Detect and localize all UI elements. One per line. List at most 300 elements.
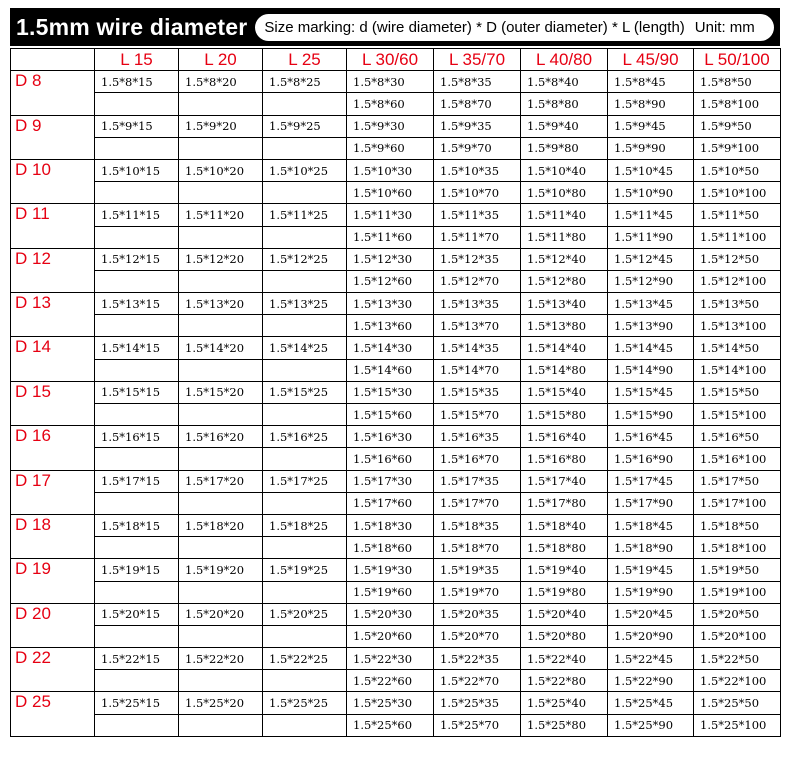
size-cell: 1.5*18*40	[521, 514, 608, 536]
size-cell: 1.5*15*20	[179, 381, 263, 403]
size-cell: 1.5*17*90	[608, 492, 694, 514]
size-cell: 1.5*8*45	[608, 71, 694, 93]
size-cell: 1.5*25*90	[608, 714, 694, 736]
size-cell: 1.5*22*60	[347, 670, 434, 692]
size-cell: 1.5*19*15	[95, 559, 179, 581]
size-cell: 1.5*22*40	[521, 648, 608, 670]
table-body	[11, 71, 781, 737]
table-row	[11, 692, 781, 714]
size-cell: 1.5*17*40	[521, 470, 608, 492]
size-cell: 1.5*17*30	[347, 470, 434, 492]
size-cell: 1.5*22*20	[179, 648, 263, 670]
size-cell: 1.5*22*25	[263, 648, 347, 670]
size-cell: 1.5*20*70	[434, 625, 521, 647]
table-row	[11, 159, 781, 181]
size-cell: 1.5*14*60	[347, 359, 434, 381]
table-row	[11, 625, 781, 647]
table-row	[11, 404, 781, 426]
size-cell: 1.5*17*25	[263, 470, 347, 492]
empty-cell	[263, 537, 347, 559]
empty-cell	[263, 137, 347, 159]
size-cell: 1.5*9*40	[521, 115, 608, 137]
size-cell: 1.5*18*20	[179, 514, 263, 536]
row-label: D 11	[11, 204, 95, 248]
size-table	[10, 48, 781, 737]
empty-cell	[179, 670, 263, 692]
row-label: D 15	[11, 381, 95, 425]
size-cell: 1.5*16*60	[347, 448, 434, 470]
size-cell: 1.5*15*15	[95, 381, 179, 403]
size-cell: 1.5*18*90	[608, 537, 694, 559]
empty-cell	[179, 315, 263, 337]
empty-cell	[179, 182, 263, 204]
empty-cell	[95, 670, 179, 692]
empty-cell	[95, 226, 179, 248]
size-cell: 1.5*9*50	[694, 115, 781, 137]
size-cell: 1.5*13*60	[347, 315, 434, 337]
size-cell: 1.5*18*80	[521, 537, 608, 559]
size-cell: 1.5*16*25	[263, 426, 347, 448]
size-cell: 1.5*22*100	[694, 670, 781, 692]
size-cell: 1.5*9*60	[347, 137, 434, 159]
size-cell: 1.5*20*35	[434, 603, 521, 625]
size-cell: 1.5*22*15	[95, 648, 179, 670]
table-row	[11, 293, 781, 315]
size-cell: 1.5*18*25	[263, 514, 347, 536]
empty-cell	[179, 492, 263, 514]
size-cell: 1.5*16*50	[694, 426, 781, 448]
size-cell: 1.5*8*40	[521, 71, 608, 93]
size-cell: 1.5*9*25	[263, 115, 347, 137]
size-cell: 1.5*13*45	[608, 293, 694, 315]
size-cell: 1.5*11*35	[434, 204, 521, 226]
size-cell: 1.5*19*60	[347, 581, 434, 603]
size-cell: 1.5*14*25	[263, 337, 347, 359]
row-label: D 18	[11, 514, 95, 558]
empty-cell	[263, 670, 347, 692]
table-row	[11, 714, 781, 736]
size-cell: 1.5*8*70	[434, 93, 521, 115]
size-cell: 1.5*15*40	[521, 381, 608, 403]
size-cell: 1.5*17*60	[347, 492, 434, 514]
row-label: D 20	[11, 603, 95, 647]
size-cell: 1.5*17*35	[434, 470, 521, 492]
size-cell: 1.5*16*30	[347, 426, 434, 448]
empty-cell	[263, 182, 347, 204]
size-cell: 1.5*9*30	[347, 115, 434, 137]
size-cell: 1.5*11*30	[347, 204, 434, 226]
size-cell: 1.5*10*40	[521, 159, 608, 181]
size-cell: 1.5*9*100	[694, 137, 781, 159]
size-cell: 1.5*8*80	[521, 93, 608, 115]
size-cell: 1.5*20*50	[694, 603, 781, 625]
size-cell: 1.5*25*15	[95, 692, 179, 714]
table-row	[11, 426, 781, 448]
size-cell: 1.5*13*100	[694, 315, 781, 337]
empty-cell	[179, 537, 263, 559]
size-cell: 1.5*10*50	[694, 159, 781, 181]
size-cell: 1.5*17*50	[694, 470, 781, 492]
row-label: D 16	[11, 426, 95, 470]
size-cell: 1.5*17*20	[179, 470, 263, 492]
row-label: D 10	[11, 159, 95, 203]
column-header: L 30/60	[347, 49, 434, 71]
size-cell: 1.5*13*30	[347, 293, 434, 315]
empty-cell	[95, 625, 179, 647]
size-cell: 1.5*11*70	[434, 226, 521, 248]
size-cell: 1.5*25*25	[263, 692, 347, 714]
empty-cell	[95, 93, 179, 115]
size-cell: 1.5*25*20	[179, 692, 263, 714]
size-cell: 1.5*13*20	[179, 293, 263, 315]
size-cell: 1.5*20*25	[263, 603, 347, 625]
size-cell: 1.5*12*15	[95, 248, 179, 270]
size-cell: 1.5*13*70	[434, 315, 521, 337]
size-cell: 1.5*20*100	[694, 625, 781, 647]
table-row	[11, 226, 781, 248]
size-cell: 1.5*18*70	[434, 537, 521, 559]
size-cell: 1.5*20*20	[179, 603, 263, 625]
empty-cell	[95, 315, 179, 337]
row-label: D 19	[11, 559, 95, 603]
size-cell: 1.5*11*50	[694, 204, 781, 226]
empty-cell	[263, 625, 347, 647]
size-cell: 1.5*18*100	[694, 537, 781, 559]
size-cell: 1.5*11*90	[608, 226, 694, 248]
row-label: D 12	[11, 248, 95, 292]
size-cell: 1.5*14*90	[608, 359, 694, 381]
empty-cell	[95, 537, 179, 559]
size-cell: 1.5*11*25	[263, 204, 347, 226]
size-cell: 1.5*19*25	[263, 559, 347, 581]
table-row	[11, 315, 781, 337]
size-cell: 1.5*15*90	[608, 404, 694, 426]
size-cell: 1.5*13*15	[95, 293, 179, 315]
size-cell: 1.5*8*100	[694, 93, 781, 115]
empty-cell	[179, 270, 263, 292]
size-cell: 1.5*16*70	[434, 448, 521, 470]
size-cell: 1.5*16*90	[608, 448, 694, 470]
size-cell: 1.5*20*60	[347, 625, 434, 647]
size-cell: 1.5*16*40	[521, 426, 608, 448]
size-cell: 1.5*11*80	[521, 226, 608, 248]
row-label: D 14	[11, 337, 95, 381]
empty-cell	[95, 137, 179, 159]
size-cell: 1.5*10*60	[347, 182, 434, 204]
empty-cell	[263, 404, 347, 426]
size-cell: 1.5*25*35	[434, 692, 521, 714]
size-cell: 1.5*13*80	[521, 315, 608, 337]
empty-cell	[179, 714, 263, 736]
size-cell: 1.5*10*80	[521, 182, 608, 204]
size-cell: 1.5*13*90	[608, 315, 694, 337]
empty-cell	[179, 404, 263, 426]
table-row	[11, 115, 781, 137]
size-cell: 1.5*13*35	[434, 293, 521, 315]
size-cell: 1.5*12*45	[608, 248, 694, 270]
row-label: D 17	[11, 470, 95, 514]
size-marking-pill	[255, 14, 774, 41]
empty-cell	[95, 359, 179, 381]
size-cell: 1.5*12*70	[434, 270, 521, 292]
size-cell: 1.5*18*30	[347, 514, 434, 536]
title-bar	[10, 8, 780, 46]
size-cell: 1.5*11*20	[179, 204, 263, 226]
size-cell: 1.5*14*35	[434, 337, 521, 359]
size-cell: 1.5*10*90	[608, 182, 694, 204]
size-cell: 1.5*16*20	[179, 426, 263, 448]
size-cell: 1.5*25*60	[347, 714, 434, 736]
size-cell: 1.5*18*15	[95, 514, 179, 536]
size-cell: 1.5*20*30	[347, 603, 434, 625]
size-cell: 1.5*13*25	[263, 293, 347, 315]
size-cell: 1.5*19*40	[521, 559, 608, 581]
size-cell: 1.5*12*60	[347, 270, 434, 292]
size-cell: 1.5*17*15	[95, 470, 179, 492]
size-cell: 1.5*10*15	[95, 159, 179, 181]
size-cell: 1.5*12*50	[694, 248, 781, 270]
size-cell: 1.5*9*45	[608, 115, 694, 137]
size-cell: 1.5*9*35	[434, 115, 521, 137]
size-cell: 1.5*22*35	[434, 648, 521, 670]
size-cell: 1.5*11*45	[608, 204, 694, 226]
size-cell: 1.5*19*80	[521, 581, 608, 603]
size-cell: 1.5*12*20	[179, 248, 263, 270]
column-header: L 40/80	[521, 49, 608, 71]
size-cell: 1.5*25*30	[347, 692, 434, 714]
size-cell: 1.5*22*90	[608, 670, 694, 692]
empty-cell	[179, 625, 263, 647]
size-cell: 1.5*15*70	[434, 404, 521, 426]
size-cell: 1.5*14*40	[521, 337, 608, 359]
size-cell: 1.5*19*45	[608, 559, 694, 581]
size-cell: 1.5*18*35	[434, 514, 521, 536]
size-cell: 1.5*14*100	[694, 359, 781, 381]
size-cell: 1.5*22*70	[434, 670, 521, 692]
size-cell: 1.5*12*30	[347, 248, 434, 270]
table-row	[11, 204, 781, 226]
table-row	[11, 492, 781, 514]
table-row	[11, 71, 781, 93]
size-cell: 1.5*14*15	[95, 337, 179, 359]
size-cell: 1.5*19*50	[694, 559, 781, 581]
size-cell: 1.5*20*15	[95, 603, 179, 625]
column-header: L 25	[263, 49, 347, 71]
size-cell: 1.5*10*35	[434, 159, 521, 181]
size-cell: 1.5*14*50	[694, 337, 781, 359]
size-cell: 1.5*9*15	[95, 115, 179, 137]
column-header: L 45/90	[608, 49, 694, 71]
table-row	[11, 648, 781, 670]
size-cell: 1.5*15*60	[347, 404, 434, 426]
table-row	[11, 359, 781, 381]
size-cell: 1.5*17*70	[434, 492, 521, 514]
size-cell: 1.5*18*60	[347, 537, 434, 559]
size-cell: 1.5*16*15	[95, 426, 179, 448]
row-label: D 8	[11, 71, 95, 115]
size-cell: 1.5*12*35	[434, 248, 521, 270]
size-cell: 1.5*20*90	[608, 625, 694, 647]
row-label: D 13	[11, 293, 95, 337]
size-cell: 1.5*22*80	[521, 670, 608, 692]
size-cell: 1.5*19*70	[434, 581, 521, 603]
empty-cell	[95, 404, 179, 426]
size-cell: 1.5*22*45	[608, 648, 694, 670]
empty-cell	[95, 448, 179, 470]
empty-cell	[179, 581, 263, 603]
table-row	[11, 248, 781, 270]
size-cell: 1.5*19*90	[608, 581, 694, 603]
size-cell: 1.5*8*35	[434, 71, 521, 93]
empty-cell	[95, 581, 179, 603]
size-cell: 1.5*10*100	[694, 182, 781, 204]
size-cell: 1.5*8*15	[95, 71, 179, 93]
size-cell: 1.5*11*15	[95, 204, 179, 226]
size-cell: 1.5*17*45	[608, 470, 694, 492]
row-label: D 22	[11, 648, 95, 692]
size-cell: 1.5*12*90	[608, 270, 694, 292]
empty-cell	[263, 315, 347, 337]
table-row	[11, 470, 781, 492]
size-cell: 1.5*9*80	[521, 137, 608, 159]
empty-cell	[263, 714, 347, 736]
size-cell: 1.5*9*70	[434, 137, 521, 159]
size-cell: 1.5*18*50	[694, 514, 781, 536]
size-cell: 1.5*16*100	[694, 448, 781, 470]
unit-text: Unit: mm	[694, 18, 755, 36]
table-row	[11, 581, 781, 603]
size-cell: 1.5*8*50	[694, 71, 781, 93]
size-cell: 1.5*20*45	[608, 603, 694, 625]
empty-cell	[263, 581, 347, 603]
size-cell: 1.5*20*80	[521, 625, 608, 647]
size-cell: 1.5*14*45	[608, 337, 694, 359]
size-cell: 1.5*25*50	[694, 692, 781, 714]
size-cell: 1.5*8*60	[347, 93, 434, 115]
table-row	[11, 182, 781, 204]
size-cell: 1.5*15*35	[434, 381, 521, 403]
empty-cell	[263, 226, 347, 248]
empty-cell	[263, 359, 347, 381]
header-corner	[11, 49, 95, 71]
table-row	[11, 603, 781, 625]
size-cell: 1.5*14*20	[179, 337, 263, 359]
size-cell: 1.5*16*35	[434, 426, 521, 448]
column-header: L 35/70	[434, 49, 521, 71]
empty-cell	[179, 137, 263, 159]
table-row	[11, 559, 781, 581]
empty-cell	[179, 448, 263, 470]
table-row	[11, 448, 781, 470]
empty-cell	[95, 714, 179, 736]
table-row	[11, 270, 781, 292]
size-cell: 1.5*15*45	[608, 381, 694, 403]
page-title: 1.5mm wire diameter	[16, 13, 248, 40]
size-cell: 1.5*20*40	[521, 603, 608, 625]
empty-cell	[95, 270, 179, 292]
empty-cell	[179, 359, 263, 381]
table-row	[11, 337, 781, 359]
empty-cell	[179, 226, 263, 248]
empty-cell	[179, 93, 263, 115]
size-cell: 1.5*25*45	[608, 692, 694, 714]
size-cell: 1.5*18*45	[608, 514, 694, 536]
size-cell: 1.5*9*20	[179, 115, 263, 137]
table-row	[11, 381, 781, 403]
row-label: D 9	[11, 115, 95, 159]
size-cell: 1.5*10*45	[608, 159, 694, 181]
size-cell: 1.5*17*100	[694, 492, 781, 514]
size-cell: 1.5*8*30	[347, 71, 434, 93]
size-cell: 1.5*15*25	[263, 381, 347, 403]
column-header: L 50/100	[694, 49, 781, 71]
size-marking-text: Size marking: d (wire diameter) * D (outer diameter) * L (length)	[264, 18, 685, 36]
size-cell: 1.5*13*40	[521, 293, 608, 315]
size-cell: 1.5*16*80	[521, 448, 608, 470]
size-cell: 1.5*25*80	[521, 714, 608, 736]
size-cell: 1.5*10*25	[263, 159, 347, 181]
size-cell: 1.5*12*25	[263, 248, 347, 270]
table-row	[11, 537, 781, 559]
size-cell: 1.5*10*20	[179, 159, 263, 181]
size-cell: 1.5*8*20	[179, 71, 263, 93]
size-cell: 1.5*14*30	[347, 337, 434, 359]
table-row	[11, 514, 781, 536]
empty-cell	[263, 93, 347, 115]
size-cell: 1.5*25*40	[521, 692, 608, 714]
size-cell: 1.5*12*100	[694, 270, 781, 292]
row-label: D 25	[11, 692, 95, 736]
size-cell: 1.5*11*60	[347, 226, 434, 248]
size-cell: 1.5*10*70	[434, 182, 521, 204]
size-cell: 1.5*19*20	[179, 559, 263, 581]
size-cell: 1.5*9*90	[608, 137, 694, 159]
size-cell: 1.5*15*80	[521, 404, 608, 426]
empty-cell	[95, 492, 179, 514]
size-cell: 1.5*15*100	[694, 404, 781, 426]
size-cell: 1.5*14*80	[521, 359, 608, 381]
table-row	[11, 137, 781, 159]
size-cell: 1.5*11*40	[521, 204, 608, 226]
header-row	[11, 49, 781, 71]
empty-cell	[263, 270, 347, 292]
table-row	[11, 93, 781, 115]
size-cell: 1.5*14*70	[434, 359, 521, 381]
size-cell: 1.5*12*80	[521, 270, 608, 292]
size-cell: 1.5*19*100	[694, 581, 781, 603]
size-cell: 1.5*15*50	[694, 381, 781, 403]
empty-cell	[95, 182, 179, 204]
size-cell: 1.5*19*35	[434, 559, 521, 581]
size-cell: 1.5*16*45	[608, 426, 694, 448]
size-cell: 1.5*11*100	[694, 226, 781, 248]
empty-cell	[263, 492, 347, 514]
size-cell: 1.5*19*30	[347, 559, 434, 581]
size-cell: 1.5*15*30	[347, 381, 434, 403]
empty-cell	[263, 448, 347, 470]
size-cell: 1.5*17*80	[521, 492, 608, 514]
column-header: L 15	[95, 49, 179, 71]
size-cell: 1.5*22*50	[694, 648, 781, 670]
size-cell: 1.5*8*90	[608, 93, 694, 115]
column-header: L 20	[179, 49, 263, 71]
size-cell: 1.5*25*70	[434, 714, 521, 736]
size-cell: 1.5*10*30	[347, 159, 434, 181]
size-cell: 1.5*8*25	[263, 71, 347, 93]
size-cell: 1.5*22*30	[347, 648, 434, 670]
size-cell: 1.5*12*40	[521, 248, 608, 270]
size-cell: 1.5*13*50	[694, 293, 781, 315]
